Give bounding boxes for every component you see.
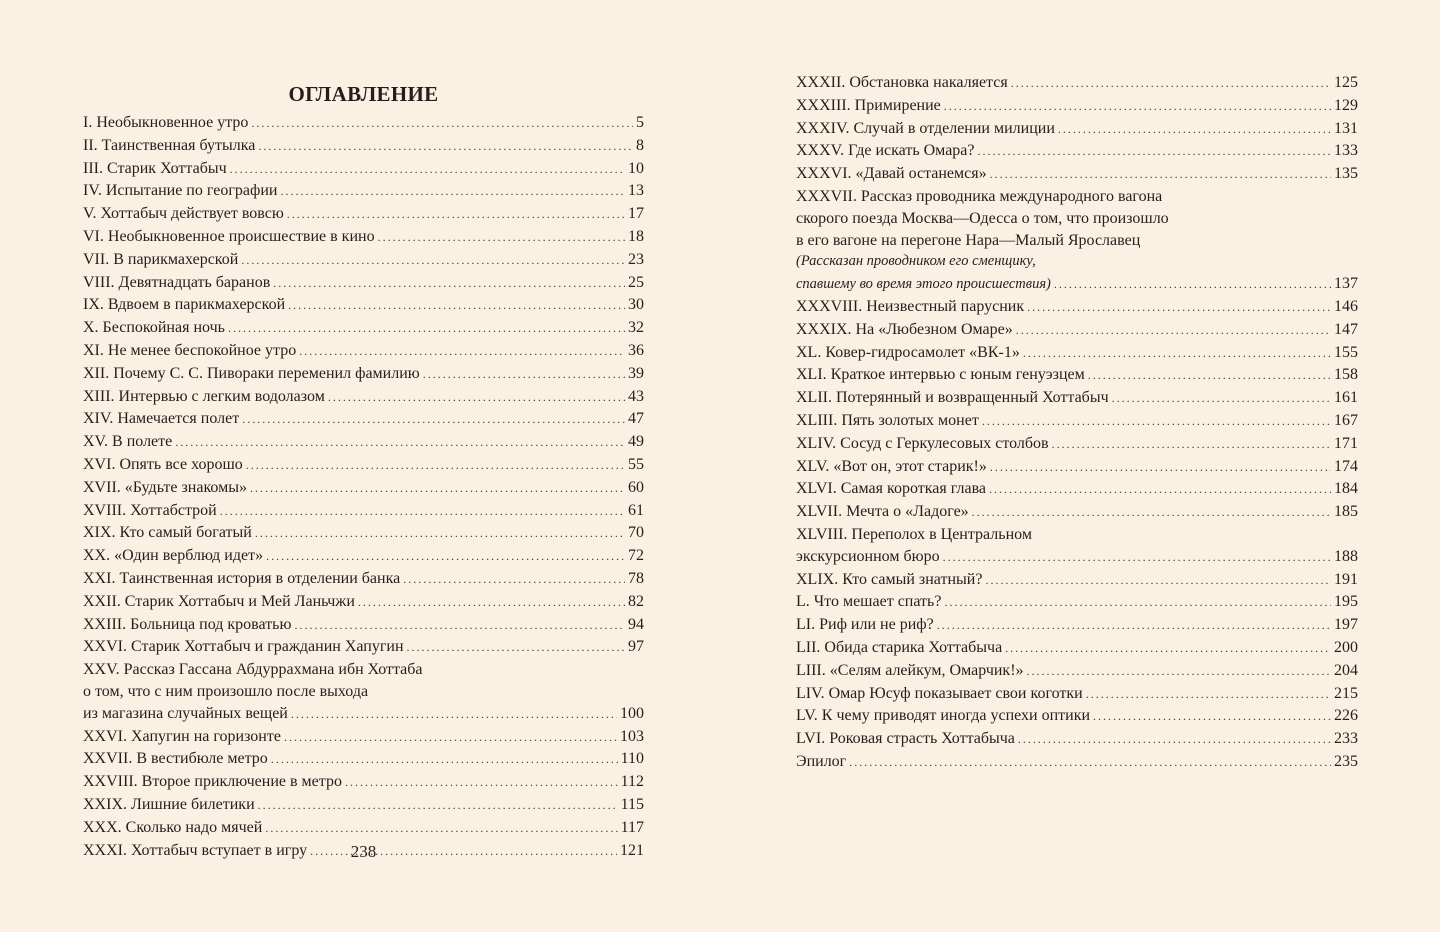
toc-entry-title: IX. Вдвоем в парикмахерской [83,296,286,314]
toc-entry-title: Эпилог [796,752,847,770]
dot-leader [241,250,625,272]
toc-entry-row [796,705,1358,728]
toc-entry [83,431,644,454]
dot-leader [990,164,1331,186]
toc-entry-title: XXXVIII. Неизвестный парусник [796,297,1025,315]
page-number: 238 [350,842,377,861]
toc-entry-title: L. Что мешает спать? [796,593,942,611]
dot-leader [1058,119,1331,141]
toc-entry-page: 61 [628,501,644,519]
dot-leader [291,704,617,726]
toc-entry-title: XLVII. Мечта о «Ладоге» [796,503,969,521]
toc-entry [83,180,644,203]
toc-entry-row [796,614,1358,637]
toc-entry-title: LVI. Роковая страсть Хоттабыча [796,730,1015,748]
toc-entry [83,408,644,431]
toc-entry-title: XLI. Краткое интервью с юным генуэзцем [796,366,1085,384]
toc-entry-row [796,683,1358,706]
toc-entry-title: XXIX. Лишние билетики [83,795,255,813]
toc-entry-page: 23 [628,250,644,268]
toc-entry [796,296,1358,319]
dot-leader [943,547,1331,569]
dot-leader [328,387,625,409]
toc-entry-title: XLIII. Пять золотых монет [796,411,979,429]
toc-entry-title: VIII. Девятнадцать баранов [83,273,271,291]
toc-entry-page: 200 [1334,638,1358,656]
toc-entry-row [796,163,1358,186]
toc-entry-page: 115 [620,795,644,813]
dot-leader [266,546,625,568]
toc-entry-title: XII. Почему С. С. Пивораки переменил фамилию [83,364,420,382]
dot-leader [358,592,625,614]
dot-leader [972,502,1331,524]
toc-entry-page: 158 [1334,366,1358,384]
dot-leader [944,96,1331,118]
toc-entry [796,456,1358,479]
toc-entry [796,140,1358,163]
toc-entry-title: XXVIII. Второе приключение в метро [83,773,342,791]
toc-entry [83,614,644,637]
toc-entry-row [796,501,1358,524]
toc-entry-row [83,431,644,454]
dot-leader [255,523,625,545]
toc-entry-title: XXVI. Старик Хоттабыч и гражданин Хапугин [83,638,404,656]
toc-entry [83,522,644,545]
dot-leader [989,479,1331,501]
dot-leader [982,411,1331,433]
dot-leader [937,615,1331,637]
toc-entry [83,135,644,158]
toc-entry [796,501,1358,524]
dot-leader [1027,297,1331,319]
toc-entry-page: 195 [1334,593,1358,611]
toc-entry-title: III. Старик Хоттабыч [83,159,227,177]
toc-entry-title: XLV. «Вот он, этот старик!» [796,457,987,475]
toc-entry-page: 191 [1334,570,1358,588]
toc-entry [796,614,1358,637]
toc-entry-page: 185 [1334,503,1358,521]
toc-entry [83,226,644,249]
toc-entry-title: IV. Испытание по географии [83,182,278,200]
toc-entry-page: 129 [1334,96,1358,114]
toc-entry-title: XXXIX. На «Любезном Омаре» [796,320,1013,338]
toc-entry [83,317,644,340]
toc-entry [796,410,1358,433]
toc-entry-page: 215 [1334,684,1358,702]
toc-entry-page: 188 [1334,547,1358,565]
toc-entry-title: из магазина случайных вещей [83,704,288,722]
toc-entry-page: 60 [628,478,644,496]
toc-entry-title: XLIV. Сосуд с Геркулесовых столбов [796,434,1049,452]
toc-entry-title: V. Хоттабыч действует вовсю [83,205,284,223]
toc-entry-title-line: о том, что с ним произошло после выхода [83,682,369,700]
dot-leader [407,637,625,659]
toc-entry-title: I. Необыкновенное утро [83,114,249,131]
dot-leader [284,727,617,749]
toc-entry-row [83,636,644,659]
dot-leader [242,409,625,431]
toc-entry [83,294,644,317]
toc-entry-page: 82 [628,592,644,610]
toc-entry-title: LI. Риф или не риф? [796,616,934,634]
toc-entry-row [796,751,1358,774]
toc-entry-page: 49 [628,433,644,451]
dot-leader [258,136,633,158]
toc-entry [83,817,644,840]
toc-entry [83,591,644,614]
toc-entry-row [83,408,644,431]
toc-entry-page: 47 [628,410,644,428]
toc-entry-title: VI. Необыкновенное происшествие в кино [83,227,375,245]
toc-entry-title: XXXIII. Примирение [796,96,941,114]
toc-entry-title: спавшему во время этого происшествия) [796,276,1051,293]
toc-entry-page: 161 [1334,389,1358,407]
toc-entry [83,636,644,659]
toc-entry-page: 17 [628,205,644,223]
toc-entry [796,637,1358,660]
toc-entry-title: XXX. Сколько надо мячей [83,818,263,836]
dot-leader [1093,706,1331,728]
toc-entry [83,454,644,477]
toc-entry-page: 233 [1334,730,1358,748]
toc-entry-row [796,569,1358,592]
toc-entry-title: II. Таинственная бутылка [83,136,256,154]
toc-entry [796,683,1358,706]
toc-entry-page: 204 [1334,661,1358,679]
toc-entry-page: 10 [628,159,644,177]
toc-entry [796,118,1358,141]
toc-entry-row [796,433,1358,456]
toc-entry-row [83,726,644,749]
dot-leader [280,181,625,203]
toc-entry-page: 72 [628,547,644,565]
toc-entry [83,748,644,771]
toc-entry-row [796,478,1358,501]
dot-leader [220,501,625,523]
dot-leader [985,570,1331,592]
toc-entry-title: XVIII. Хоттабстрой [83,501,217,519]
toc-entry-title: LII. Обида старика Хоттабыча [796,638,1003,656]
toc-entry [796,95,1358,118]
dot-leader [299,341,625,363]
dot-leader [1023,343,1331,365]
toc-entry-page: 18 [628,227,644,245]
toc-entry-row [83,748,644,771]
toc-entry-title: XXI. Таинственная история в отделении банка [83,569,401,587]
toc-entry-page: 174 [1334,457,1358,475]
toc-left-column [83,112,644,862]
toc-entry-title: XXXVI. «Давай останемся» [796,165,987,183]
dot-leader [1052,434,1331,456]
toc-entry [83,386,644,409]
toc-entry-page: 39 [628,364,644,382]
toc-entry-page: 155 [1334,343,1358,361]
toc-entry-row [83,249,644,272]
toc-entry-row [83,272,644,295]
dot-leader [1086,684,1331,706]
toc-entry-row [83,226,644,249]
dot-leader [273,273,625,295]
toc-entry-title: VII. В парикмахерской [83,250,239,268]
toc-entry-title: XL. Ковер-гидросамолет «ВК-1» [796,343,1020,361]
toc-entry-title: X. Беспокойная ночь [83,319,225,337]
toc-entry-page: 55 [628,455,644,473]
dot-leader [230,159,625,181]
toc-entry [796,751,1358,774]
dot-leader [1018,729,1331,751]
toc-entry-page: 197 [1334,616,1358,634]
toc-entry-title: XVII. «Будьте знакомы» [83,478,247,496]
toc-entry [83,203,644,226]
toc-entry-row [796,728,1358,751]
toc-entry [796,478,1358,501]
toc-entry [796,72,1358,95]
toc-entry-title: XIX. Кто самый богатый [83,524,252,542]
toc-entry [83,112,644,135]
toc-entry-page: 5 [636,114,644,131]
toc-entry-page: 100 [620,704,644,722]
toc-entry-title: XV. В полете [83,433,173,451]
dot-leader [1054,274,1331,296]
toc-entry-row [796,546,1358,569]
toc-entry-row [796,319,1358,342]
toc-entry-page: 36 [628,341,644,359]
toc-entry-title: XXXV. Где искать Омара? [796,142,975,160]
toc-entry-row [796,72,1358,95]
toc-entry [83,771,644,794]
toc-entry-row [796,387,1358,410]
dot-leader [175,432,625,454]
toc-entry [83,726,644,749]
toc-entry-title: XIII. Интервью с легким водолазом [83,387,325,405]
dot-leader [978,141,1332,163]
toc-entry [83,340,644,363]
toc-entry [796,660,1358,683]
toc-entry-row [796,118,1358,141]
dot-leader [258,795,618,817]
dot-leader [944,592,1331,614]
toc-entry-title: LV. К чему приводят иногда успехи оптики [796,707,1091,725]
toc-entry-row [83,477,644,500]
toc-entry [83,477,644,500]
toc-entry-title: LIII. «Селям алейкум, Омарчик!» [796,661,1024,679]
toc-entry-row [83,294,644,317]
dot-leader [246,455,625,477]
toc-entry-title: XI. Не менее беспокойное утро [83,341,297,359]
dot-leader [403,569,625,591]
toc-entry-title: XXII. Старик Хоттабыч и Мей Ланьчжи [83,592,355,610]
toc-entry-page: 43 [628,387,644,405]
toc-entry [796,319,1358,342]
toc-entry-page: 112 [620,773,644,791]
toc-entry-title: XX. «Один верблюд идет» [83,547,264,565]
toc-entry-row [83,794,644,817]
toc-entry-page: 131 [1334,119,1358,137]
toc-entry-row [83,203,644,226]
toc-entry-page: 167 [1334,411,1358,429]
toc-entry [796,387,1358,410]
toc-entry-title: XXIII. Больница под кроватью [83,615,292,633]
toc-entry-title: XIV. Намечается полет [83,410,240,428]
dot-leader [271,749,618,771]
toc-entry-page: 30 [628,296,644,314]
toc-entry-page: 184 [1334,480,1358,498]
toc-entry-row [83,817,644,840]
toc-entry-row [796,140,1358,163]
toc-entry-page: 147 [1334,320,1358,338]
toc-title: ОГЛАВЛЕНИЕ [288,82,439,107]
toc-entry-row [83,317,644,340]
toc-entry-page: 8 [636,136,644,154]
toc-entry-page: 117 [620,818,644,836]
toc-entry [796,163,1358,186]
toc-entry-title: XVI. Опять все хорошо [83,455,243,473]
toc-entry-row [83,500,644,523]
toc-entry-row [83,614,644,637]
toc-entry-page: 25 [628,273,644,291]
toc-entry-row [796,342,1358,365]
toc-entry-row [83,386,644,409]
toc-entry-row [83,363,644,386]
toc-entry-row [83,703,644,726]
dot-leader [294,615,625,637]
toc-entry-row [83,340,644,363]
dot-leader [423,364,625,386]
toc-entry-title: LIV. Омар Юсуф показывает свои коготки [796,684,1083,702]
toc-entry-row [83,771,644,794]
toc-entry-row [796,591,1358,614]
toc-entry-title-line: XXXVII. Рассказ проводника международного вагона [796,187,1163,205]
toc-entry-page: 133 [1334,142,1358,160]
toc-entry-page: 32 [628,319,644,337]
toc-entry [83,794,644,817]
toc-entry [83,158,644,181]
toc-entry [796,569,1358,592]
toc-entry-page: 235 [1334,752,1358,770]
dot-leader [288,295,625,317]
toc-entry [796,186,1358,296]
toc-entry-row [83,591,644,614]
toc-entry-row [83,545,644,568]
toc-entry-page: 137 [1334,275,1358,293]
dot-leader [1088,365,1331,387]
dot-leader [228,318,625,340]
toc-entry-title-line: XLVIII. Переполох в Центральном [796,525,1032,543]
toc-entry-row [83,112,644,135]
toc-entry [796,364,1358,387]
dot-leader [378,227,625,249]
toc-entry-page: 110 [620,750,644,768]
dot-leader [251,113,633,135]
dot-leader [345,772,618,794]
toc-entry-title: XXXII. Обстановка накаляется [796,74,1008,91]
toc-entry-row [83,180,644,203]
toc-entry-page: 13 [628,182,644,200]
toc-entry-page: 97 [628,638,644,656]
toc-entry-title-line: XXV. Рассказ Гассана Абдуррахмана ибн Хоттаба [83,661,423,679]
toc-entry [83,659,644,725]
dot-leader [287,204,625,226]
toc-entry-title: XXVII. В вестибюле метро [83,750,268,768]
toc-entry [83,500,644,523]
toc-entry-row [83,454,644,477]
toc-entry [796,524,1358,569]
toc-entry-page: 135 [1334,165,1358,183]
toc-entry-title-line: скорого поезда Москва—Одесса о том, что произошло [796,209,1169,227]
toc-entry-row [796,637,1358,660]
dot-leader [1011,73,1331,95]
toc-entry-page: 125 [1334,74,1358,91]
toc-entry [796,728,1358,751]
dot-leader [849,752,1331,774]
toc-entry-row [796,95,1358,118]
toc-entry-title: XLVI. Самая короткая глава [796,480,987,498]
toc-entry-title: XXVI. Хапугин на горизонте [83,727,281,745]
toc-entry-page: 226 [1334,707,1358,725]
toc-entry-title: XLIX. Кто самый знатный? [796,570,983,588]
toc-entry-page: 78 [628,569,644,587]
toc-entry [83,272,644,295]
toc-entry-title: XXXIV. Случай в отделении милиции [796,119,1055,137]
toc-entry-row [796,364,1358,387]
toc-entry-row [796,273,1358,296]
toc-entry-row [796,456,1358,479]
dot-leader [265,818,617,840]
toc-entry-row [796,410,1358,433]
toc-entry-row [83,522,644,545]
toc-entry [83,363,644,386]
toc-entry-row [796,296,1358,319]
toc-entry-page: 146 [1334,297,1358,315]
toc-entry [796,342,1358,365]
toc-entry [83,545,644,568]
toc-entry-page: 103 [620,727,644,745]
toc-entry-title: XLII. Потерянный и возвращенный Хоттабыч [796,389,1109,407]
toc-entry-subtitle-line: (Рассказан проводником его сменщику, [796,253,1036,270]
dot-leader [1027,661,1331,683]
toc-entry-page: 94 [628,615,644,633]
toc-entry [83,249,644,272]
toc-entry-title: экскурсионном бюро [796,547,940,565]
toc-entry [796,591,1358,614]
toc-entry-row [796,660,1358,683]
toc-entry-page: 121 [620,841,644,859]
toc-entry-row [83,158,644,181]
toc-entry-row [83,135,644,158]
dot-leader [250,478,625,500]
toc-entry [796,705,1358,728]
toc-entry-row [83,568,644,591]
toc-entry [796,433,1358,456]
toc-entry-page: 171 [1334,434,1358,452]
toc-entry-page: 70 [628,524,644,542]
toc-right-column [796,72,1358,774]
dot-leader [1005,638,1331,660]
dot-leader [1016,320,1331,342]
toc-entry [83,568,644,591]
toc-entry-title: XXXI. Хоттабыч вступает в игру [83,841,308,859]
dot-leader [990,457,1331,479]
dot-leader [1112,388,1331,410]
toc-entry-title-line: в его вагоне на перегоне Нара—Малый Ярославец [796,231,1141,249]
